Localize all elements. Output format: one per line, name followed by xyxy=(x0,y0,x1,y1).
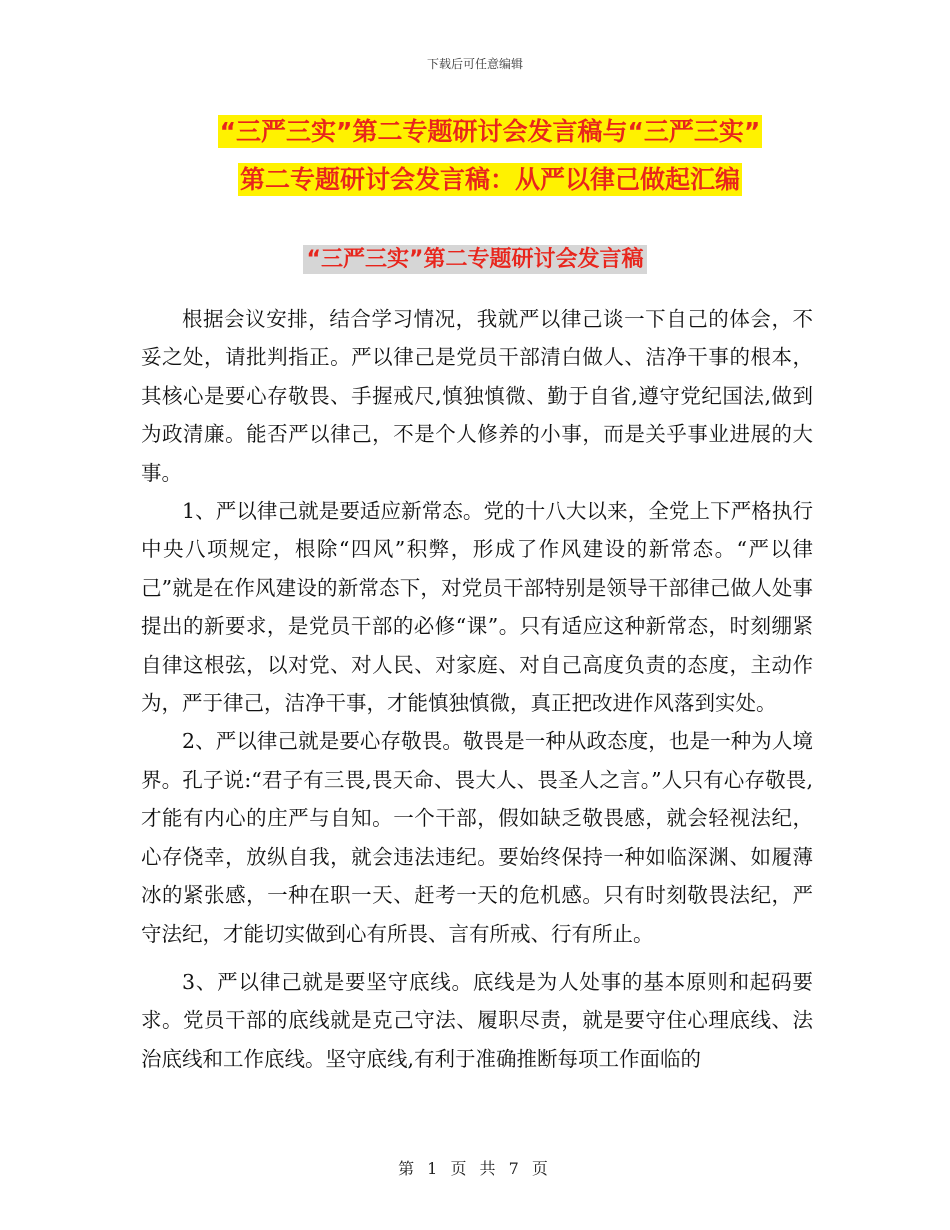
paragraph: 2、严以律己就是要心存敬畏。敬畏是一种从政态度，也是一种为人境界。孔子说:“君子有三畏,畏天命、畏大人、畏圣人之言。”人只有心存敬畏,才能有内心的庄严与自知。一个干部，假如缺乏敬畏感，就会轻视法纪，心存侥幸，放纵自我，就会违法违纪。要始终保持一种如临深渊、如履薄冰的紧张感，一种在职一天、赶考一天的危机感。只有时刻敬畏法纪，严守法纪，才能切实做到心有所畏、言有所戒、行有所止。 xyxy=(141,729,813,946)
title-line-2: 第二专题研讨会发言稿：从严以律己做起汇编 xyxy=(239,165,740,194)
paragraph: 3、严以律己就是要坚守底线。底线是为人处事的基本原则和起码要求。党员干部的底线就是克己守法、履职尽责，就是要守住心理底线、法治底线和工作底线。坚守底线,有利于准确推断每项工作面临的 xyxy=(141,969,813,1071)
document-title xyxy=(140,108,840,204)
section-heading-text: “三严三实”第二专题研讨会发言稿 xyxy=(303,245,648,274)
section-heading xyxy=(0,243,950,277)
paragraph: 1、严以律己就是要适应新常态。党的十八大以来，全党上下严格执行中央八项规定，根除“四风”积弊，形成了作风建设的新常态。“严以律己”就是在作风建设的新常态下，对党员干部特别是领导干部律己做人处事提出的新要求，是党员干部的必修“课”。只有适应这种新常态，时刻绷紧自律这根弦，以对党、对人民、对家庭、对自己高度负责的态度，主动作为，严于律己，洁净干事，才能慎独慎微，真正把改进作风落到实处。 xyxy=(141,499,813,716)
title-line-1: “三严三实”第二专题研讨会发言稿与“三严三实” xyxy=(219,117,761,146)
body-text xyxy=(141,300,813,1078)
page-number: 第 1 页 共 7 页 xyxy=(398,1159,552,1178)
header-note: 下载后可任意编辑 xyxy=(426,57,523,71)
paragraph: 根据会议安排，结合学习情况，我就严以律己谈一下自己的体会，不妥之处，请批判指正。严以律己是党员干部清白做人、洁净干事的根本，其核心是要心存敬畏、手握戒尺,慎独慎微、勤于自省,遵守党纪国法,做到为政清廉。能否严以律己，不是个人修养的小事，而是关乎事业进展的大事。 xyxy=(141,307,813,485)
